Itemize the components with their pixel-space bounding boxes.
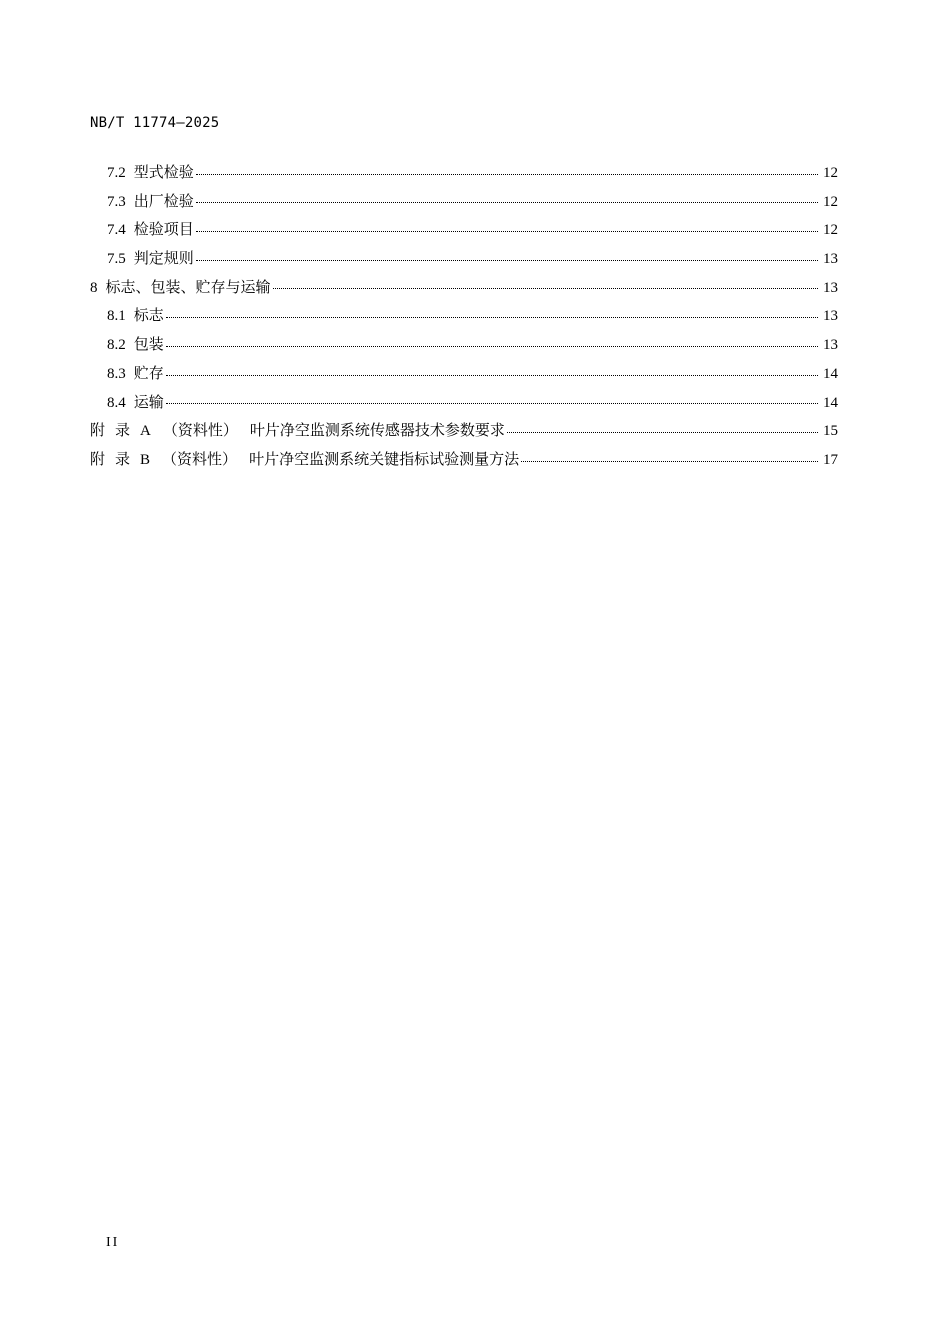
toc-appendix-entry[interactable] <box>90 416 838 445</box>
dot-leader <box>196 259 818 261</box>
toc-entry-page: 12 <box>823 193 838 210</box>
appendix-title: 叶片净空监测系统关键指标试验测量方法 <box>249 449 520 468</box>
toc-entry-number: 8.3 <box>107 365 126 382</box>
toc-entry-page: 15 <box>823 423 838 440</box>
toc-entry-page: 12 <box>823 222 838 239</box>
toc-entry-title: 贮存 <box>133 363 164 382</box>
toc-entry[interactable] <box>90 301 838 330</box>
toc-entry[interactable] <box>90 273 838 302</box>
page-number: II <box>106 1235 120 1250</box>
toc-entry-page: 13 <box>823 251 838 268</box>
appendix-nature: （资料性） <box>162 449 238 468</box>
toc-entry[interactable] <box>90 359 838 388</box>
toc-entry[interactable] <box>90 158 838 187</box>
toc-entry-number: 7.4 <box>107 222 126 239</box>
toc-entry-number: 8.1 <box>107 308 126 325</box>
toc-entry-number: 7.3 <box>107 193 126 210</box>
toc-entry-number: 7.2 <box>107 165 126 181</box>
dot-leader <box>196 173 818 175</box>
dot-leader <box>166 345 818 347</box>
toc-entry-page: 13 <box>823 337 838 354</box>
toc-entry-page: 13 <box>823 279 838 296</box>
dot-leader <box>521 460 818 462</box>
appendix-prefix: 录 <box>115 421 131 440</box>
toc-entry-title: 检验项目 <box>133 220 194 239</box>
appendix-letter: B <box>140 451 151 468</box>
appendix-prefix: 附 <box>90 449 106 468</box>
toc-entry[interactable] <box>90 215 838 244</box>
dot-leader <box>166 374 818 376</box>
toc-entry[interactable] <box>90 330 838 359</box>
toc-entry-title: 标志、包装、贮存与运输 <box>105 277 271 296</box>
toc-entry-number: 7.5 <box>107 251 126 268</box>
dot-leader <box>196 230 818 232</box>
toc-entry-page: 14 <box>823 365 838 382</box>
toc-entry-title: 运输 <box>133 392 164 411</box>
toc-entry-page: 17 <box>823 451 838 468</box>
toc-entry-page: 13 <box>823 308 838 325</box>
toc-entry[interactable] <box>90 244 838 273</box>
toc-appendix-entry[interactable] <box>90 445 838 474</box>
toc-entry-page: 12 <box>823 165 838 181</box>
appendix-prefix: 录 <box>115 449 131 468</box>
toc-entry-title: 型式检验 <box>133 163 194 181</box>
toc-entry-title: 出厂检验 <box>133 191 194 210</box>
toc-entry-title: 包装 <box>133 335 164 354</box>
document-code: NB/T 11774—2025 <box>90 115 220 131</box>
dot-leader <box>166 316 818 318</box>
toc-entry-number: 8 <box>90 279 98 296</box>
dot-leader <box>196 201 818 203</box>
toc-entry[interactable] <box>90 187 838 216</box>
dot-leader <box>507 431 818 433</box>
appendix-letter: A <box>140 423 151 440</box>
table-of-contents <box>90 158 838 474</box>
dot-leader <box>166 402 818 404</box>
toc-entry-title: 标志 <box>133 306 164 325</box>
toc-entry-title: 判定规则 <box>133 249 194 268</box>
toc-entry-number: 8.4 <box>107 394 126 411</box>
toc-entry-page: 14 <box>823 394 838 411</box>
appendix-prefix: 附 <box>90 421 106 440</box>
appendix-title: 叶片净空监测系统传感器技术参数要求 <box>249 421 505 440</box>
toc-entry-number: 8.2 <box>107 337 126 354</box>
toc-entry[interactable] <box>90 388 838 417</box>
appendix-nature: （资料性） <box>162 421 238 440</box>
dot-leader <box>273 287 818 289</box>
